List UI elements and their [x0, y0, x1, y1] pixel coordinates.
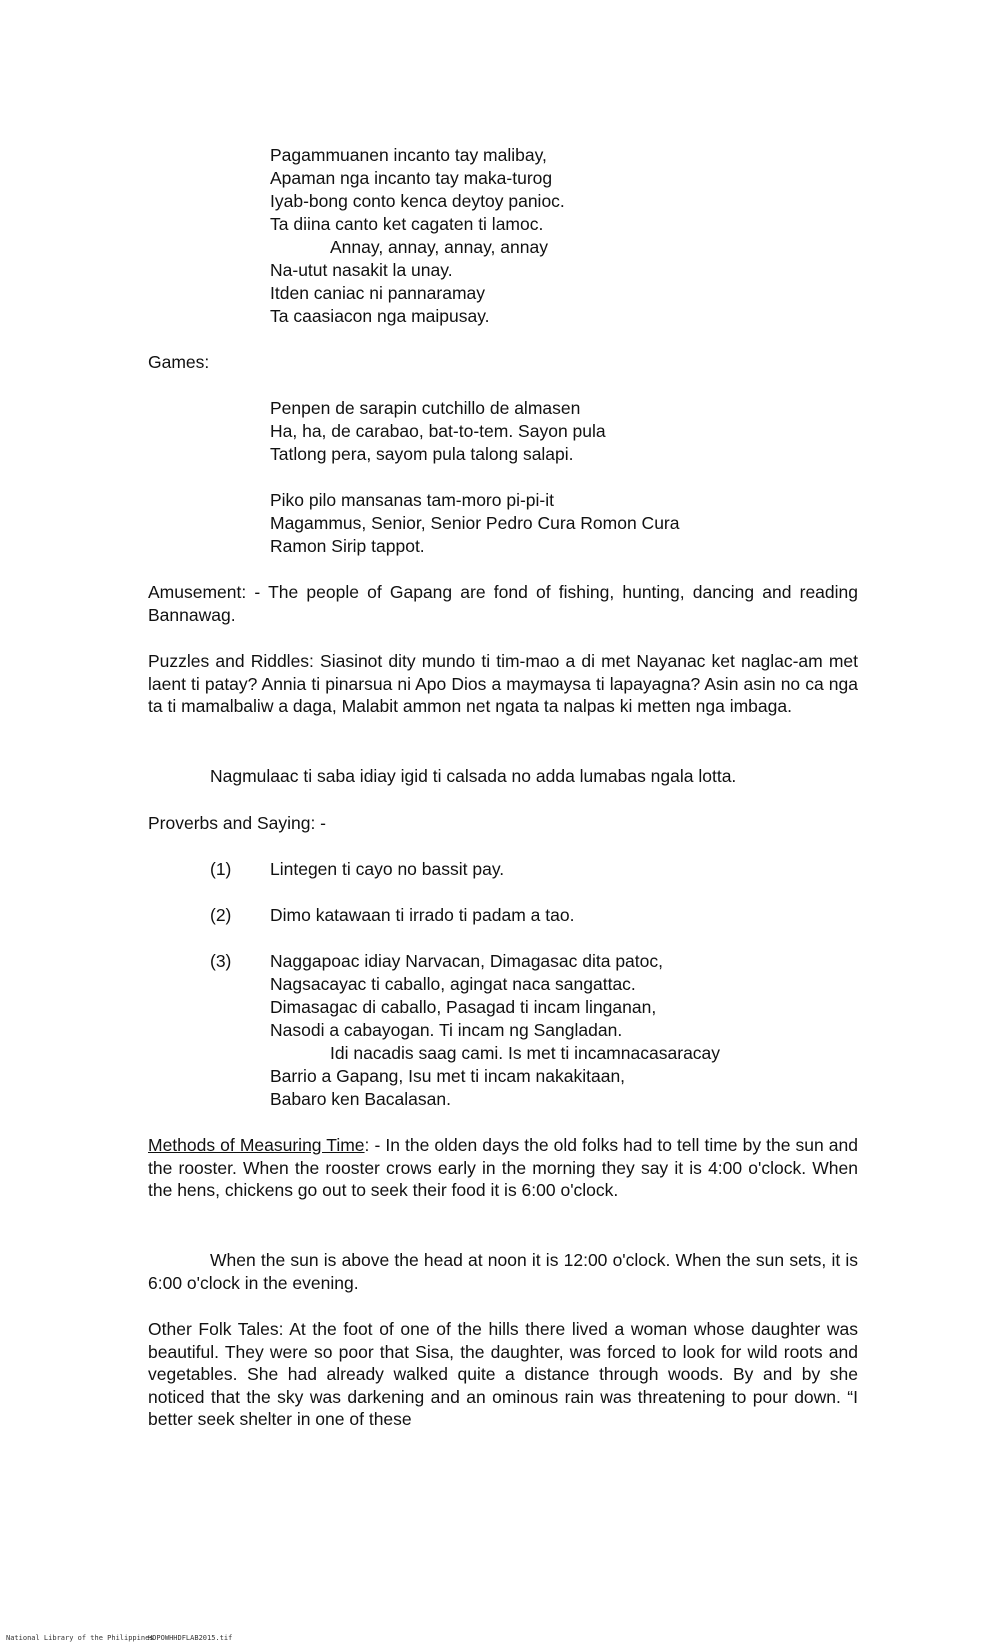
proverb-number: (1) [210, 859, 232, 879]
proverb-line: Dimo katawaan ti irrado ti padam a tao. [270, 905, 575, 925]
game-line: Tatlong pera, sayom pula talong salapi. [270, 444, 574, 464]
game-line: Magammus, Senior, Senior Pedro Cura Romon Cura [270, 513, 680, 533]
game-line: Penpen de sarapin cutchillo de almasen [270, 398, 581, 418]
poem-line: Iyab-bong conto kenca deytoy panioc. [270, 191, 565, 211]
game-line: Ha, ha, de carabao, bat-to-tem. Sayon pula [270, 421, 606, 441]
amusement-paragraph: Amusement: - The people of Gapang are fond of fishing, hunting, dancing and reading Bannawag. [148, 582, 858, 625]
proverb-number: (2) [210, 905, 232, 925]
footer-library: National Library of the Philippines [6, 1634, 154, 1642]
proverb-line: Naggapoac idiay Narvacan, Dimagasac dita patoc, [270, 951, 663, 971]
measuring-paragraph-2: When the sun is above the head at noon it is 12:00 o'clock. When the sun sets, it is 6:00 o'clock in the evening. [148, 1250, 858, 1293]
puzzles-paragraph: Puzzles and Riddles: Siasinot dity mundo ti tim-mao a di met Nayanac ket naglac-am met laent ti patay? Annia ti pinarsua ni Apo Dios a maymaysa ti lapayagna? Asin asin no ca nga ta ti mamalbaliw a daga, Malabit ammon net ngata ta nalpas ki metten nga imbaga. [148, 651, 858, 716]
game-line: Ramon Sirip tappot. [270, 536, 425, 556]
measuring-heading: Methods of Measuring Time [148, 1135, 365, 1155]
measuring-paragraph [148, 1134, 858, 1202]
games-heading: Games: [148, 352, 210, 372]
poem-line: Itden caniac ni pannaramay [270, 283, 485, 303]
riddle-extra: Nagmulaac ti saba idiay igid ti calsada no adda lumabas ngala lotta. [210, 766, 737, 786]
poem-line: Ta diina canto ket cagaten ti lamoc. [270, 214, 544, 234]
proverb-line: Babaro ken Bacalasan. [270, 1089, 451, 1109]
proverb-line: Idi nacadis saag cami. Is met ti incamnacasaracay [330, 1043, 721, 1063]
poem-line: Na-utut nasakit la unay. [270, 260, 453, 280]
proverb-line: Nagsacayac ti caballo, agingat naca sangattac. [270, 974, 636, 994]
proverb-number: (3) [210, 951, 232, 971]
poem-line: Annay, annay, annay, annay [330, 237, 548, 257]
folk-tales-paragraph: Other Folk Tales: At the foot of one of the hills there lived a woman whose daughter was beautiful. They were so poor that Sisa, the daughter, was forced to look for wild roots and vegetables. She had already walked quite a distance through woods. By and by she noticed that the sky was darkening and an ominous rain was threatening to pour down. “I better seek shelter in one of these [148, 1319, 858, 1429]
poem-line: Ta caasiacon nga maipusay. [270, 306, 490, 326]
poem-line: Pagammuanen incanto tay malibay, [270, 145, 547, 165]
footer-filename: HDPOWHHDFLAB2015.tif [148, 1634, 233, 1642]
proverb-line: Lintegen ti cayo no bassit pay. [270, 859, 505, 879]
proverb-line: Nasodi a cabayogan. Ti incam ng Sangladan. [270, 1020, 623, 1040]
proverbs-heading: Proverbs and Saying: - [148, 813, 327, 833]
proverb-line: Barrio a Gapang, Isu met ti incam nakakitaan, [270, 1066, 626, 1086]
proverb-line: Dimasagac di caballo, Pasagad ti incam linganan, [270, 997, 657, 1017]
measuring-text: : - In the olden days the old folks had to tell time by the sun and the rooster. When the rooster crows early in the morning they say it is 4:00 o'clock. When the hens, chickens go out to seek their food it is 6:00 o'clock. [148, 1135, 858, 1200]
game-line: Piko pilo mansanas tam-moro pi-pi-it [270, 490, 554, 510]
poem-line: Apaman nga incanto tay maka-turog [270, 168, 553, 188]
